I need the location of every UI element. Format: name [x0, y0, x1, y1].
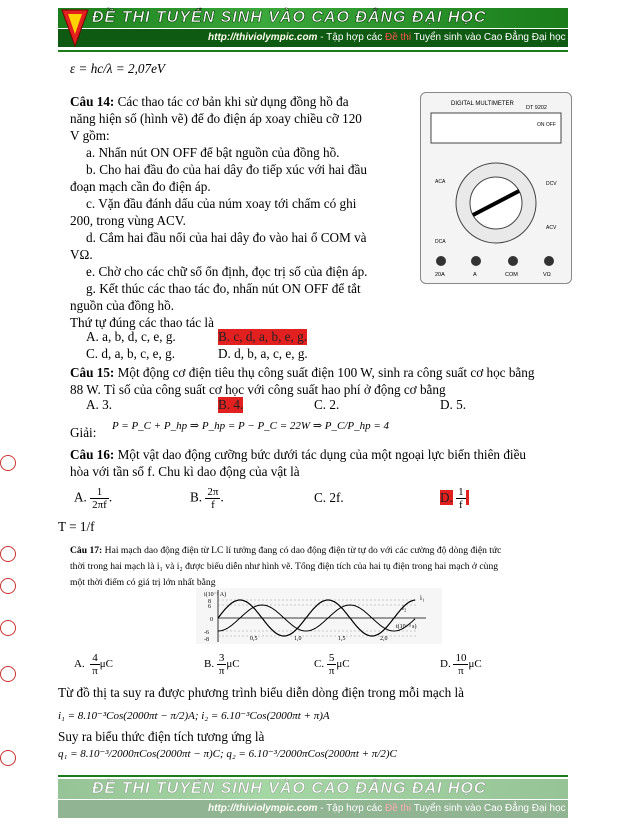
binder-hole-icon: [0, 455, 16, 471]
meter-port-20a: 20A: [435, 272, 445, 278]
q14-step-d: d. Cắm hai đầu nối của hai dây đo vào hai ổ COM và: [86, 230, 367, 245]
graph-ytick-8: 8: [208, 599, 211, 605]
meter-ports: [436, 256, 554, 266]
q14-step-e: e. Chờ cho các chữ số ổn định, đọc trị số của điện áp.: [86, 264, 368, 279]
tagline-post: Tuyển sinh vào Cao Đẳng Đại học: [411, 32, 566, 43]
q14-label: Câu 14:: [70, 94, 115, 109]
meter-port-com: COM: [505, 272, 518, 278]
q17-option-a[interactable]: A. $\frac{4}{\pi}$ μC: [74, 652, 113, 677]
q14-line-2: năng hiện số (hình vẽ) để đo điện áp xoay chiều cỡ 120: [70, 111, 362, 126]
q16-a-frac: $\frac{1}{2\pi f}$: [92, 486, 107, 511]
top-formula: ε = hc/λ = 2,07eV: [70, 61, 165, 76]
meter-aca: ACA: [435, 179, 446, 185]
q16-option-d-answer[interactable]: [440, 486, 469, 511]
q17-solution-eq1: i₁ = 8.10⁻³Cos(2000πt − π/2)A; i₂ = 6.10⁻³Cos(2000πt + π)A: [58, 710, 330, 722]
binder-hole-icon: [0, 666, 16, 682]
graph-legend-i1: i₁: [420, 594, 425, 602]
q14-text: Các thao tác cơ bản khi sử dụng đồng hồ đa: [117, 94, 349, 109]
binder-hole-icon: [0, 546, 16, 562]
footer-tagline-red: Đề thi: [384, 803, 412, 814]
q14-step-g-cont: nguồn của đồng hồ.: [70, 298, 175, 313]
q17-current-graph: [196, 588, 442, 644]
q17-line-2: thời trong hai mạch là i₁ và i₂ được biểu diễn như hình vẽ. Tổng điện tích của hai tụ điện trong hai mạch ở cùng: [70, 561, 499, 572]
q14-step-d-cont: VΩ.: [70, 247, 93, 262]
q14-line-1: [70, 93, 349, 110]
site-logo-icon: [60, 8, 90, 48]
q14-step-g: g. Kết thúc các thao tác đo, nhấn nút ON OFF để tắt: [86, 281, 361, 296]
q16-answer: T = 1/f: [58, 519, 95, 534]
q15-option-c[interactable]: C. 2.: [314, 397, 340, 412]
tagline-pre: - Tập hợp các: [317, 32, 385, 43]
q17-solution-eq2: q₁ = 8.10⁻³/2000πCos(2000πt − π)C; q₂ = 6.10⁻³/2000πCos(2000πt + π/2)C: [58, 748, 397, 760]
q14-step-c-cont: 200, trong vùng ACV.: [70, 213, 186, 228]
q16-option-b[interactable]: B. $\frac{2\pi}{f}$ .: [190, 486, 224, 511]
header-url[interactable]: http://thiviolympic.com: [208, 32, 318, 43]
q15-line-2: 88 W. Tỉ số của công suất cơ học với công suất hao phí ở động cơ bằng: [70, 382, 446, 397]
q16-text: Một vật dao động cưỡng bức dưới tác dụng của một ngoại lực biến thiên điều: [117, 447, 527, 462]
page-footer-banner: [58, 779, 568, 819]
binder-hole-icon: [0, 578, 16, 594]
graph-ylabel: i(10⁻³ A): [204, 592, 227, 598]
q15-line-1: [70, 364, 534, 381]
q17-option-d[interactable]: D. $\frac{10}{\pi}$ μC: [440, 652, 482, 677]
footer-tagline-pre: - Tập hợp các: [317, 803, 385, 814]
footer-url[interactable]: http://thiviolympic.com: [208, 803, 318, 814]
multimeter-image: [420, 92, 572, 284]
graph-xtick-20: 2,0: [380, 636, 388, 642]
q17-line-3: một thời điểm có giá trị lớn nhất bằng: [70, 577, 216, 588]
footer-title: ĐỀ THI TUYỂN SINH VÀO CAO ĐẲNG ĐẠI HỌC: [92, 780, 487, 797]
q15-option-b-answer[interactable]: B. 4.: [218, 397, 244, 412]
q14-step-b: b. Cho hai đầu đo của hai dây đo tiếp xúc với hai đầu: [86, 162, 367, 177]
q16-option-a[interactable]: A. $\frac{1}{2\pi f}$ .: [74, 486, 113, 511]
q17-label: Câu 17:: [70, 545, 103, 556]
q17-solution-2: Suy ra biểu thức điện tích tương ứng là: [58, 729, 265, 744]
q15-option-a[interactable]: A. 3.: [86, 397, 113, 412]
meter-port-vohm: VΩ: [543, 272, 551, 278]
q14-step-c: c. Vặn đầu đánh dấu của núm xoay tới chấm có ghi: [86, 196, 357, 211]
binder-hole-icon: [0, 750, 16, 766]
meter-dca: DCA: [435, 239, 446, 245]
q16-b-frac: $\frac{2\pi}{f}$: [207, 486, 219, 511]
q14-option-a[interactable]: A. a, b, d, c, e, g.: [86, 329, 176, 344]
graph-xtick-05: 0,5: [250, 636, 258, 642]
meter-dcv: DCV: [546, 181, 557, 187]
q15-solution-label: Giải:: [70, 425, 97, 440]
q16-option-c[interactable]: C. 2f.: [314, 490, 344, 505]
meter-acv: ACV: [546, 225, 557, 231]
q16-b-letter: B.: [190, 489, 203, 505]
multimeter-drawing: [421, 93, 571, 283]
graph-ytick-neg6: -6: [204, 630, 209, 636]
q17-option-b[interactable]: B. $\frac{3}{\pi}$ μC: [204, 652, 240, 677]
q14-step-b-cont: đoạn mạch cần đo điện áp.: [70, 179, 211, 194]
graph-ytick-0: 0: [210, 617, 213, 623]
q16-d-letter: D.: [440, 489, 453, 505]
binder-hole-icon: [0, 620, 16, 636]
meter-brand: DIGITAL MULTIMETER: [451, 101, 514, 107]
header-title: ĐỀ THI TUYỂN SINH VÀO CAO ĐẲNG ĐẠI HỌC: [92, 9, 487, 26]
q16-label: Câu 16:: [70, 447, 115, 462]
footer-tagline: [208, 803, 566, 814]
footer-divider: [58, 775, 568, 777]
meter-port-a: A: [473, 272, 477, 278]
q15-text: Một động cơ điện tiêu thụ công suất điện 100 W, sinh ra công suất cơ học bằng: [117, 365, 535, 380]
q14-option-d[interactable]: D. d, b, a, c, e, g.: [218, 346, 308, 361]
q14-step-a: a. Nhấn nút ON OFF để bật nguồn của đồng hồ.: [86, 145, 340, 160]
tagline-red: Đề thi: [384, 32, 412, 43]
meter-model: DT 9202: [526, 105, 547, 111]
meter-display: [431, 113, 561, 143]
q16-line-2: hòa với tần số f. Chu kì dao động của vật là: [70, 464, 300, 479]
footer-tagline-post: Tuyển sinh vào Cao Đẳng Đại học: [411, 803, 566, 814]
q14-option-c[interactable]: C. d, a, b, c, e, g.: [86, 346, 175, 361]
graph-xtick-10: 1,0: [294, 636, 302, 642]
meter-onoff: ON OFF: [537, 122, 556, 128]
graph-xtick-15: 1,5: [338, 636, 346, 642]
q14-line-3: V gồm:: [70, 128, 110, 143]
q17-text: Hai mạch dao động điện từ LC lí tưởng đang có dao động điện từ tự do với các cường độ dòng điện tức: [104, 545, 502, 556]
q16-a-letter: A.: [74, 489, 87, 505]
q16-d-frac: $\frac{1}{f}$: [458, 486, 464, 511]
header-divider: [58, 50, 568, 52]
graph-xlabel: t(10⁻³ s): [396, 624, 417, 630]
page-header-banner: [58, 8, 568, 48]
q14-prompt: Thứ tự đúng các thao tác là: [70, 315, 214, 330]
q17-line-1: [70, 544, 501, 557]
q17-solution-1: Từ đồ thị ta suy ra được phương trình biểu diễn dòng điện trong mỗi mạch là: [58, 685, 465, 700]
q15-solution: P = P_C + P_hp ⇒ P_hp = P − P_C = 22W ⇒ P_C/P_hp = 4: [112, 420, 390, 432]
graph-legend-i2: i₂: [402, 604, 407, 612]
q14-option-b-answer[interactable]: B. c, d, a, b, e, g.: [218, 329, 307, 344]
q15-label: Câu 15:: [70, 365, 115, 380]
q17-option-c[interactable]: C. $\frac{5}{\pi}$ μC: [314, 652, 350, 677]
q15-option-d[interactable]: D. 5.: [440, 397, 467, 412]
header-tagline: [208, 32, 566, 43]
graph-ytick-6: 6: [208, 604, 211, 610]
q16-line-1: [70, 446, 526, 463]
graph-ytick-neg8: -8: [204, 637, 209, 643]
